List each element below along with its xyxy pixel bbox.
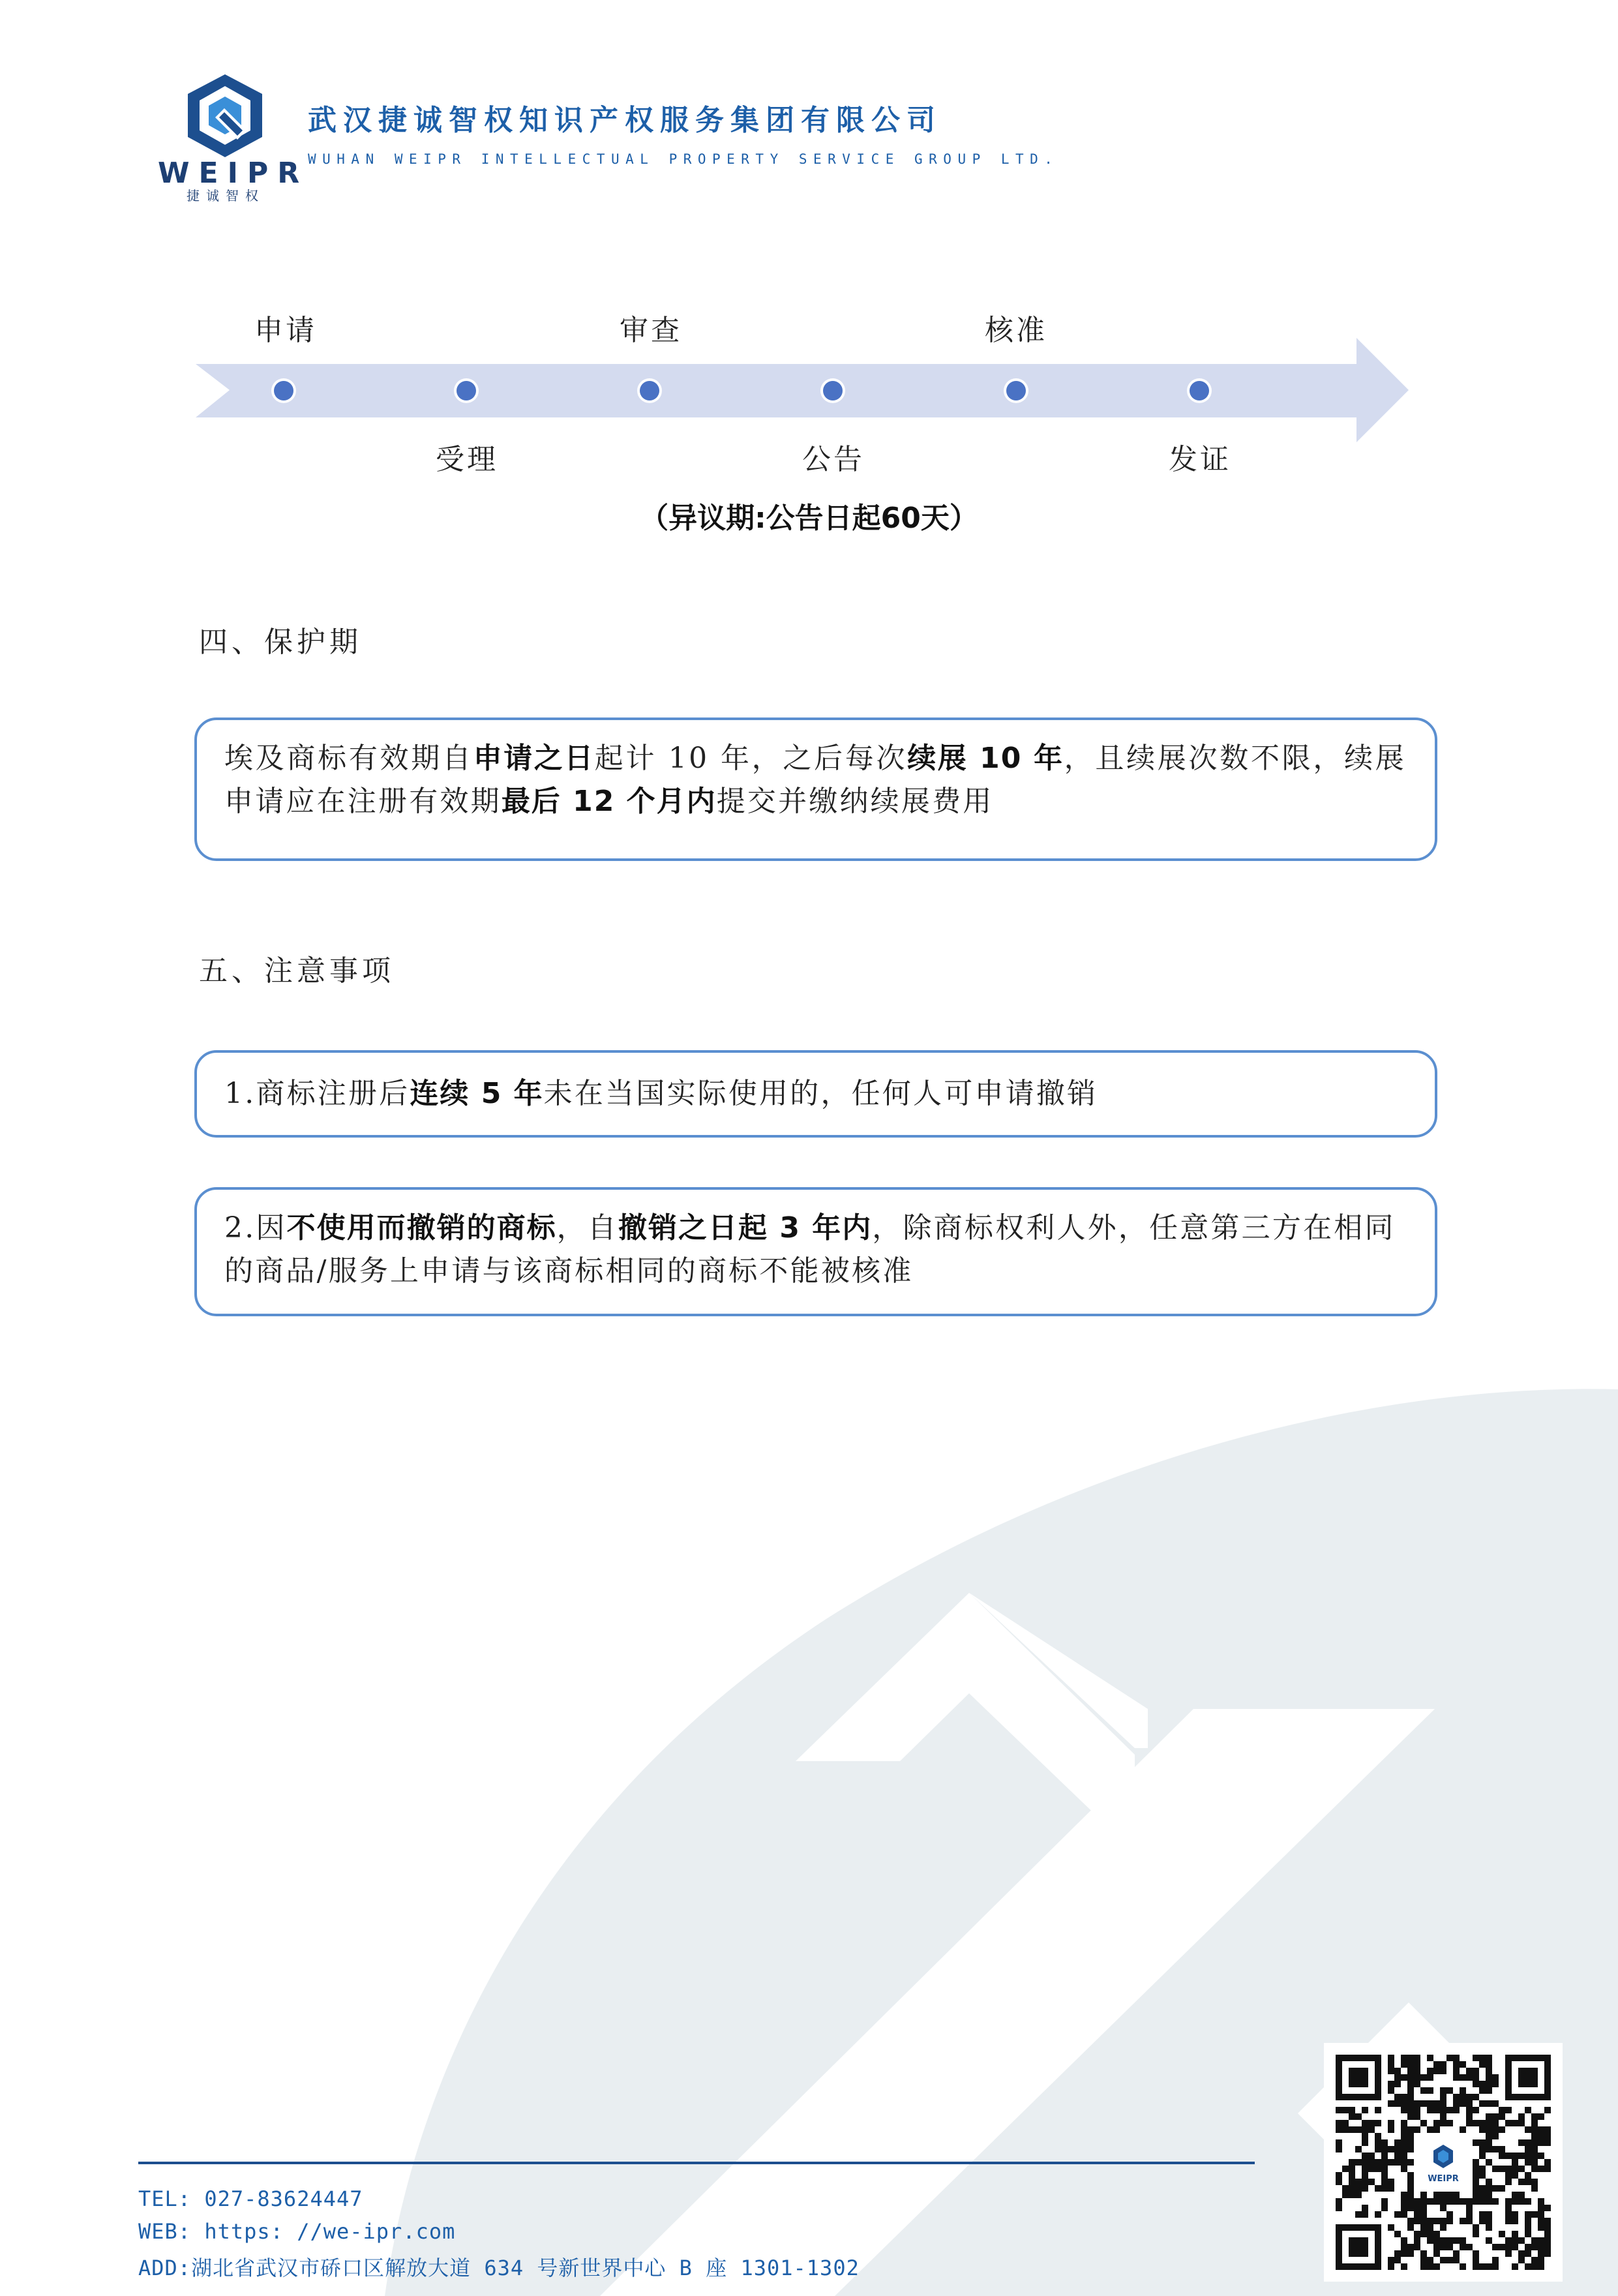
text-run: 2.因 [224,1211,287,1245]
qr-logo-text: WEIPR [1428,2174,1459,2184]
text-run: 埃及商标有效期自 [224,742,473,775]
logo-subtitle: 捷诚智权 [187,188,265,204]
step-examine: 审查 [620,314,682,347]
emphasis-run: 不使用而撤销的商标 [286,1211,557,1245]
text-run: ，自 [556,1211,618,1245]
section-heading-protection: 四、保护期 [199,626,362,659]
note-box-2 [194,1187,1437,1316]
text-run: 起计 10 年，之后每次 [594,742,908,775]
emphasis-run: 申请之日 [473,742,595,775]
company-name-en: WUHAN WEIPR INTELLECTUAL PROPERTY SERVICE GROUP LTD. [308,151,1059,167]
text-run: 未在当国实际使用的，任何人可申请撤销 [543,1077,1098,1110]
company-name-cn: 武汉捷诚智权知识产权服务集团有限公司 [308,104,942,137]
text-run: 1.商标注册后 [224,1077,410,1110]
step-publish: 公告 [802,443,865,476]
step-accept: 受理 [436,443,498,476]
text-run: ，除商标权利人外，任意第三方在相同的商品/服务上申请与该商标相同的商标不能被核准 [224,1211,1396,1288]
qr-code-graphic [1336,2055,1551,2270]
text-run: 提交并缴纳续展费用 [716,785,994,818]
footer-divider [138,2162,1255,2164]
note-box-1 [194,1050,1437,1138]
footer-phone: TEL: 027-83624447 [138,2186,363,2211]
text-run: ，且续展次数不限，续展申请应在注册有效期 [224,742,1406,818]
emphasis-run: 续展 10 年 [907,742,1064,775]
emphasis-run: 撤销之日起 3 年内 [618,1211,873,1245]
objection-period-note: （异议期:公告日起60天） [640,502,978,535]
step-certify: 发证 [1169,443,1231,476]
logo-wordmark: WEIPR [158,157,309,190]
step-apply: 申请 [254,314,317,347]
emphasis-run: 连续 5 年 [410,1077,544,1110]
emphasis-run: 最后 12 个月内 [501,785,717,818]
step-approve: 核准 [985,314,1047,347]
footer-website[interactable]: WEB: https: //we-ipr.com [138,2219,456,2244]
qr-code[interactable] [1324,2043,1563,2282]
protection-box [194,718,1437,861]
section-heading-notes: 五、注意事项 [199,954,395,988]
footer-address: ADD:湖北省武汉市硚口区解放大道 634 号新世界中心 B 座 1301-1302 [138,2256,860,2280]
